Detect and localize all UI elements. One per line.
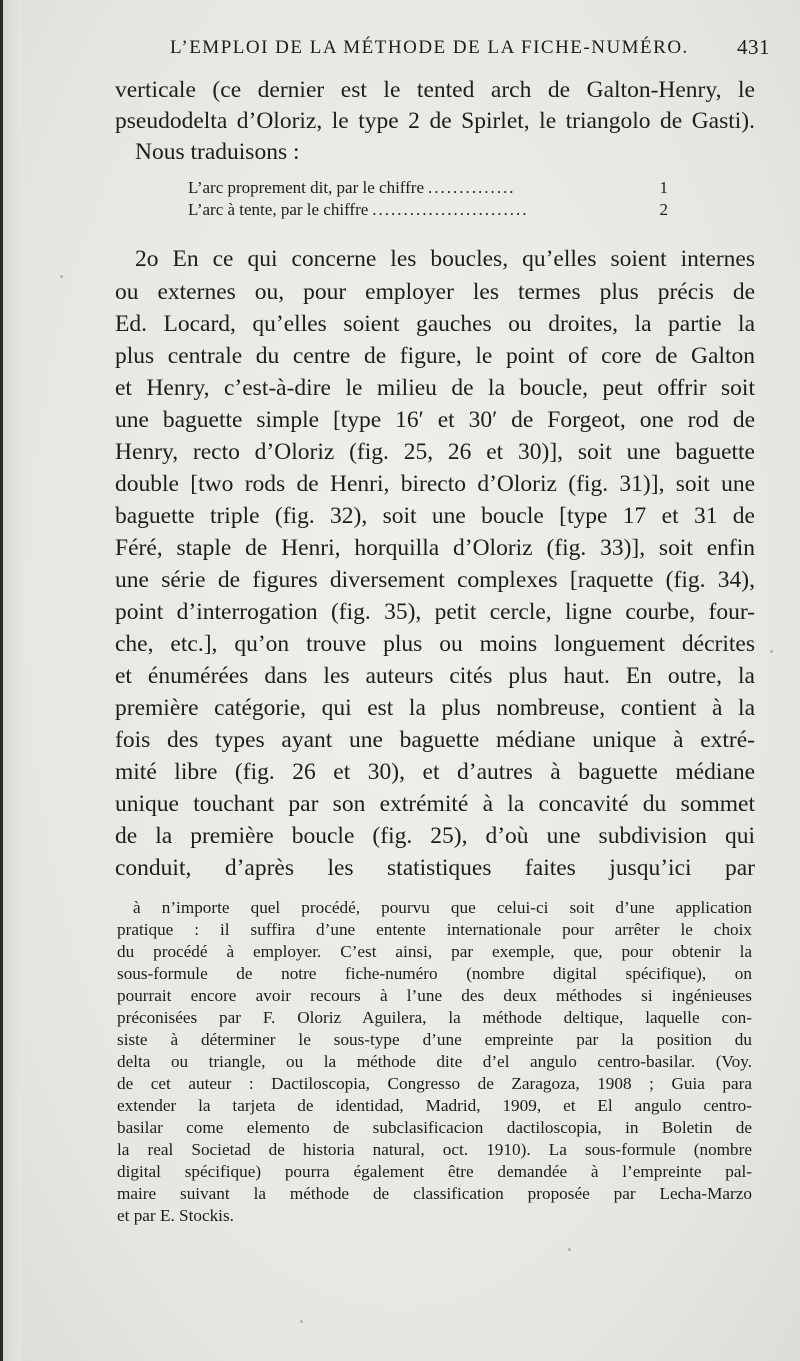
body-line: fois des types ayant une baguette médiane unique à extré- [115, 727, 755, 753]
running-header [170, 37, 770, 59]
body-line: Henry, recto d’Oloriz (fig. 25, 26 et 30)], soit une baguette [115, 439, 755, 465]
footnote-line: extender la tarjeta de identidad, Madrid, 1909, et El angulo centro- [117, 1096, 752, 1115]
body-line: Ed. Locard, qu’elles soient gauches ou droites, la partie la [115, 311, 755, 337]
table-row [188, 177, 668, 199]
body-line: une série de figures diversement complexes [raquette (fig. 34), [115, 567, 755, 593]
footnote-line: du procédé à employer. C’est ainsi, par exemple, que, pour obtenir la [117, 942, 752, 961]
body-line: unique touchant par son extrémité à la concavité du sommet [115, 791, 755, 817]
footnote-line: digital spécifique) pourra également être demandée à l’empreinte pal- [117, 1162, 752, 1181]
body-line: baguette triple (fig. 32), soit une boucle [type 17 et 31 de [115, 503, 755, 529]
body-line: che, etc.], qu’on trouve plus ou moins longuement décrites [115, 631, 755, 657]
footnote-line: pourrait encore avoir recours à l’une des deux méthodes si ingénieuses [117, 986, 752, 1005]
body-line: verticale (ce dernier est le tented arch de Galton-Henry, le [115, 77, 755, 103]
footnote-line: et par E. Stockis. [117, 1206, 234, 1225]
table-row-label: L’arc proprement dit, par le chiffre [188, 178, 425, 197]
footnote-line: maire suivant la méthode de classification proposée par Lecha-Marzo [117, 1184, 752, 1203]
body-line: une baguette simple [type 16′ et 30′ de Forgeot, one rod de [115, 407, 755, 433]
body-line: de la première boucle (fig. 25), d’où une subdivision qui [115, 823, 755, 849]
footnote-line: la real Societad de historia natural, oct. 1910). La sous-formule (nombre [117, 1140, 752, 1159]
running-title: L’EMPLOI DE LA MÉTHODE DE LA FICHE-NUMÉRO. [170, 37, 689, 58]
body-line: Féré, staple de Henri, horquilla d’Oloriz (fig. 33)], soit enfin [115, 535, 755, 561]
table-row-value: 2 [659, 200, 668, 219]
body-line: première catégorie, qui est la plus nombreuse, contient à la [115, 695, 755, 721]
footnote-line: delta ou triangle, ou la méthode dite d’el angulo centro-basilar. (Voy. [117, 1052, 752, 1071]
body-line: mité libre (fig. 26 et 30), et d’autres à baguette médiane [115, 759, 755, 785]
body-line: pseudodelta d’Oloriz, le type 2 de Spirlet, le triangolo de Gasti). [115, 108, 755, 134]
leader-dots: ......................... [372, 200, 529, 219]
body-line: ou externes ou, pour employer les termes plus précis de [115, 279, 755, 305]
footnote-line: siste à déterminer le sous-type d’une empreinte par la position du [117, 1030, 752, 1049]
footnote-line: basilar come elemento de subclasificacion dactiloscopia, in Boletin de [117, 1118, 752, 1137]
footnote-line: de cet auteur : Dactiloscopia, Congresso de Zaragoza, 1908 ; Guia para [117, 1074, 752, 1093]
table-row-value: 1 [659, 178, 668, 197]
body-line: et énumérées dans les auteurs cités plus haut. En outre, la [115, 663, 755, 689]
body-line: plus centrale du centre de figure, le point of core de Galton [115, 343, 755, 369]
page-gutter [0, 0, 22, 1361]
table-row [188, 199, 668, 221]
body-line: conduit, d’après les statistiques faites jusqu’ici par [115, 855, 755, 881]
body-line: double [two rods de Henri, birecto d’Oloriz (fig. 31)], soit une [115, 471, 755, 497]
body-line: 2o En ce qui concerne les boucles, qu’elles soient internes [135, 246, 755, 272]
footnote-line: à n’importe quel procédé, pourvu que celui-ci soit d’une application [133, 898, 752, 917]
body-line: Nous traduisons : [135, 139, 300, 165]
footnote-line: sous-formule de notre fiche-numéro (nombre digital spécifique), on [117, 964, 752, 983]
body-line: point d’interrogation (fig. 35), petit cercle, ligne courbe, four- [115, 599, 755, 625]
page-number: 431 [737, 35, 770, 59]
body-line: et Henry, c’est-à-dire le milieu de la boucle, peut offrir soit [115, 375, 755, 401]
leader-dots: .............. [428, 178, 516, 197]
footnote-line: pratique : il suffira d’une entente internationale pour arrêter le choix [117, 920, 752, 939]
footnote-line: préconisées par F. Oloriz Aguilera, la méthode deltique, laquelle con- [117, 1008, 752, 1027]
table-row-label: L’arc à tente, par le chiffre [188, 200, 369, 219]
